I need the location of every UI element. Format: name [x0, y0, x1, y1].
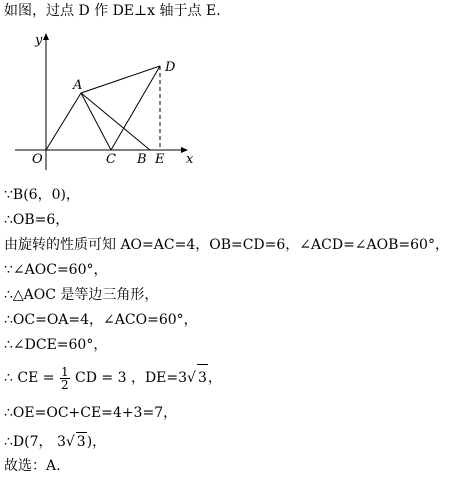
d-suffix: )， [86, 434, 107, 450]
sqrt-radicand: 3 [197, 364, 208, 391]
label-A: A [73, 78, 83, 93]
step-4: ∵∠AOC=60°， [4, 262, 108, 278]
answer-text: 故选：A. [4, 458, 61, 474]
label-C: C [106, 152, 116, 167]
d-prefix: ∴D(7， 3 [4, 434, 66, 450]
step-ce [4, 364, 222, 391]
sqrt-symbol: √ [187, 370, 196, 386]
ce-prefix: ∴ CE = [4, 370, 55, 386]
label-x: x [186, 152, 194, 167]
label-D: D [165, 60, 176, 75]
label-B: B [137, 152, 147, 167]
sqrt-symbol-d: √ [65, 434, 75, 450]
fraction-one-half [60, 366, 70, 391]
segment-AD [81, 66, 160, 93]
fraction-numerator: 1 [60, 364, 69, 379]
ce-mid: CD = 3 ，DE=3 [75, 370, 188, 386]
step-6: ∴OC=OA=4，∠ACO=60°， [4, 312, 198, 328]
step-1: ∵B(6，0)， [4, 187, 80, 203]
ce-suffix: ， [207, 370, 222, 386]
step-7: ∴∠DCE=60°， [4, 337, 108, 353]
label-E: E [155, 152, 165, 167]
segment-OA [46, 93, 81, 150]
sqrt-radicand-d: 3 [76, 434, 86, 450]
step-3: 由旋转的性质可知 AO=AC=4，OB=CD=6，∠ACD=∠AOB=60°， [4, 237, 449, 253]
intro-text: 如图，过点 D 作 DE⊥x 轴于点 E. [4, 3, 221, 19]
label-y: y [35, 33, 43, 48]
step-oe: ∴OE=OC+CE=4+3=7， [4, 405, 178, 421]
fraction-denominator: 2 [60, 377, 69, 392]
step-d [4, 432, 106, 451]
step-2: ∴OB=6， [4, 212, 70, 228]
label-O: O [32, 152, 43, 167]
segment-AC [81, 93, 111, 150]
step-5: ∴△AOC 是等边三角形， [4, 287, 159, 303]
y-axis-arrow [43, 33, 49, 40]
